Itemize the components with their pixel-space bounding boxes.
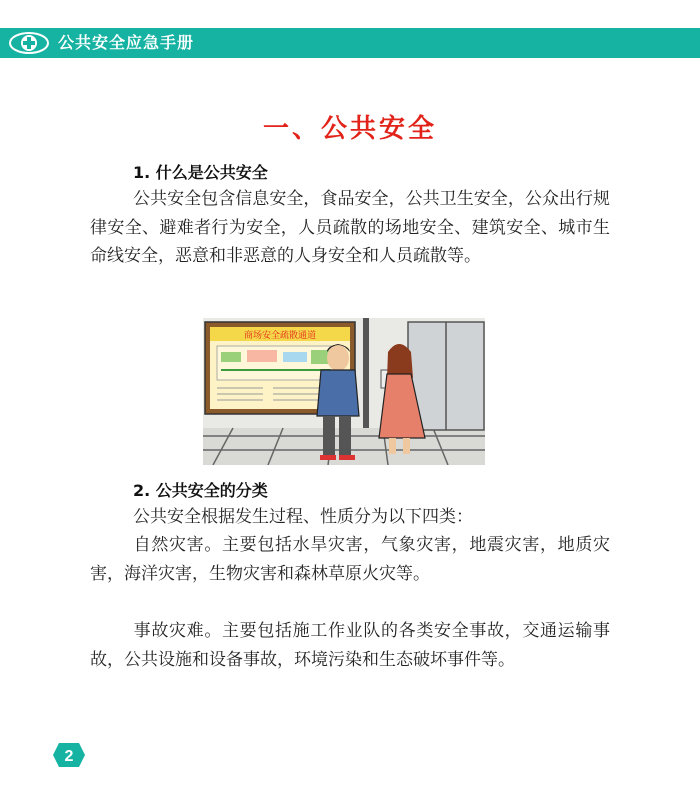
section2-intro-text: 公共安全根据发生过程、性质分为以下四类：: [133, 507, 473, 527]
chapter-title: 一、公共安全: [262, 114, 437, 144]
emergency-cross-icon: [8, 31, 50, 55]
section2-heading: 2. 公共安全的分类: [133, 481, 268, 500]
sign-title: 商场安全疏散通道: [243, 331, 317, 341]
section2-item-accidents: [90, 617, 610, 674]
accidents-text: 事故灾难。主要包括施工作业队的各类安全事故，交通运输事故，公共设施和设备事故，环境污染和生态破坏事件等。: [90, 621, 610, 670]
section1-heading: 1. 什么是公共安全: [133, 163, 268, 182]
page-number: 2: [64, 748, 74, 765]
section1-paragraph: [90, 185, 610, 271]
page-number-badge: [52, 742, 86, 768]
evacuation-illustration: [203, 318, 485, 465]
header-bar: [0, 28, 700, 58]
natural-disasters-text: 自然灾害。主要包括水旱灾害，气象灾害，地震灾害，地质灾害，海洋灾害，生物灾害和森林草原火灾等。: [90, 535, 610, 584]
section1-paragraph-text: 公共安全包含信息安全，食品安全，公共卫生安全，公众出行规律安全、避难者行为安全，人员疏散的场地安全、建筑安全、城市生命线安全，恶意和非恶意的人身安全和人员疏散等。: [90, 189, 610, 266]
section2-intro: [90, 503, 610, 532]
section2-item-natural-disasters: [90, 531, 610, 588]
manual-title: 公共安全应急手册: [58, 33, 195, 52]
